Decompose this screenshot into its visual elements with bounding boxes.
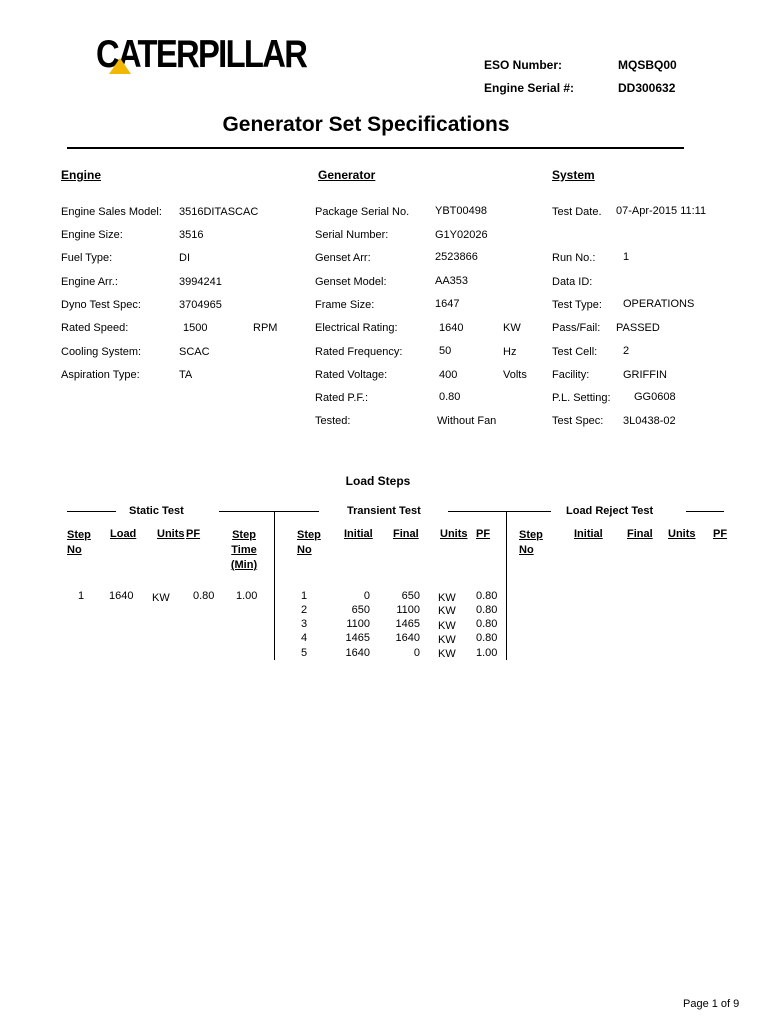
system-row-value: 1 bbox=[623, 251, 630, 263]
engine-row-label: Engine Arr.: bbox=[61, 276, 118, 288]
engine-row-value: 1500 bbox=[183, 322, 208, 334]
transient-step: 5 bbox=[301, 647, 308, 659]
generator-row-value: Without Fan bbox=[437, 415, 497, 427]
transient-pf: 0.80 bbox=[476, 632, 498, 644]
transient-initial: 1465 bbox=[345, 632, 370, 644]
engine-row-label: Rated Speed: bbox=[61, 322, 129, 334]
generator-heading: Generator bbox=[318, 168, 376, 182]
eso-number-value: MQSBQ00 bbox=[618, 58, 677, 72]
generator-row-value: 50 bbox=[439, 345, 452, 357]
system-row-value: OPERATIONS bbox=[623, 298, 695, 310]
static-pf: 0.80 bbox=[193, 590, 215, 602]
generator-row-value: YBT00498 bbox=[435, 205, 487, 217]
engine-row-label: Fuel Type: bbox=[61, 252, 113, 264]
transient-header-pf: PF bbox=[476, 528, 491, 540]
generator-row-label: Rated Frequency: bbox=[315, 346, 403, 358]
generator-row-value: 2523866 bbox=[435, 251, 478, 263]
transient-header-initial: Initial bbox=[344, 528, 373, 540]
generator-row-value: G1Y02026 bbox=[435, 229, 488, 241]
system-row-label: Test Cell: bbox=[552, 346, 598, 358]
system-row-value: 3L0438-02 bbox=[623, 415, 676, 427]
transient-final: 0 bbox=[413, 647, 420, 659]
transient-step: 1 bbox=[301, 590, 308, 602]
engine-row-value: 3516 bbox=[179, 229, 204, 241]
generator-row-value: 400 bbox=[439, 369, 458, 381]
static-header-units: Units bbox=[157, 528, 185, 540]
transient-units: KW bbox=[438, 648, 456, 660]
system-row-label: Pass/Fail: bbox=[552, 322, 601, 334]
engine-row-label: Engine Size: bbox=[61, 229, 123, 241]
system-row-label: Test Date. bbox=[552, 206, 602, 218]
transient-initial: 1100 bbox=[346, 618, 370, 630]
reject-header-initial: Initial bbox=[574, 528, 603, 540]
transient-final: 1640 bbox=[395, 632, 420, 644]
transient-units: KW bbox=[438, 634, 456, 646]
logo-triangle-icon bbox=[109, 58, 131, 74]
generator-row-label: Serial Number: bbox=[315, 229, 389, 241]
generator-row-label: Genset Model: bbox=[315, 276, 387, 288]
generator-row-label: Package Serial No. bbox=[315, 206, 410, 218]
reject-title-rule bbox=[686, 511, 724, 512]
static-step-time: 1.00 bbox=[236, 590, 258, 602]
system-row-label: P.L. Setting: bbox=[552, 392, 611, 404]
static-header-step-no: Step No bbox=[67, 529, 91, 556]
static-header-step-time: Step Time (Min) bbox=[230, 529, 258, 571]
transient-pf: 0.80 bbox=[476, 618, 498, 630]
engine-row-label: Engine Sales Model: bbox=[61, 206, 162, 218]
engine-row-value: DI bbox=[179, 252, 190, 264]
transient-units: KW bbox=[438, 605, 456, 617]
engine-row-label: Dyno Test Spec: bbox=[61, 299, 141, 311]
engine-row-label: Cooling System: bbox=[61, 346, 142, 358]
system-row-label: Test Type: bbox=[552, 299, 602, 311]
transient-test-title: Transient Test bbox=[347, 505, 421, 517]
engine-row-value: TA bbox=[179, 369, 193, 381]
static-title-rule bbox=[219, 511, 275, 512]
engine-serial-label: Engine Serial #: bbox=[484, 81, 575, 95]
transient-step: 3 bbox=[301, 618, 308, 630]
static-title-rule bbox=[67, 511, 116, 512]
engine-row-value: 3516DITASCAC bbox=[179, 206, 259, 218]
transient-header-final: Final bbox=[393, 528, 419, 540]
transient-title-rule bbox=[275, 511, 319, 512]
system-row-value: GG0608 bbox=[634, 391, 676, 403]
engine-row-unit: RPM bbox=[253, 322, 278, 334]
generator-row-unit: KW bbox=[503, 322, 521, 334]
system-row-label: Data ID: bbox=[552, 276, 593, 288]
reject-header-pf: PF bbox=[713, 528, 728, 540]
caterpillar-logo: CATERPILLAR bbox=[96, 33, 307, 76]
transient-header-units: Units bbox=[440, 528, 468, 540]
generator-row-label: Electrical Rating: bbox=[315, 322, 398, 334]
transient-final: 1465 bbox=[395, 618, 420, 630]
generator-row-label: Genset Arr: bbox=[315, 252, 371, 264]
system-row-label: Test Spec: bbox=[552, 415, 604, 427]
system-row-label: Run No.: bbox=[552, 252, 596, 264]
generator-row-value: 1647 bbox=[435, 298, 460, 310]
transient-pf: 0.80 bbox=[476, 604, 498, 616]
system-row-value: 2 bbox=[623, 345, 630, 357]
transient-header-step-no: Step No bbox=[297, 529, 321, 556]
static-header-load: Load bbox=[110, 528, 137, 540]
system-row-value: 07-Apr-2015 11:11 bbox=[616, 205, 707, 217]
transient-initial: 0 bbox=[363, 590, 370, 602]
generator-row-value: AA353 bbox=[435, 275, 469, 287]
transient-title-rule bbox=[448, 511, 506, 512]
engine-row-value: SCAC bbox=[179, 346, 210, 358]
engine-heading: Engine bbox=[61, 168, 102, 182]
transient-units: KW bbox=[438, 620, 456, 632]
reject-title-rule bbox=[506, 511, 551, 512]
transient-reject-divider bbox=[506, 511, 507, 660]
reject-header-final: Final bbox=[627, 528, 653, 540]
static-units: KW bbox=[152, 592, 170, 604]
engine-row-value: 3704965 bbox=[179, 299, 222, 311]
static-step: 1 bbox=[78, 590, 85, 602]
transient-initial: 1640 bbox=[345, 647, 370, 659]
eso-number-label: ESO Number: bbox=[484, 58, 563, 72]
load-steps-title: Load Steps bbox=[345, 474, 411, 488]
system-row-value: GRIFFIN bbox=[623, 369, 667, 381]
system-row-value: PASSED bbox=[616, 322, 660, 334]
generator-row-label: Tested: bbox=[315, 415, 351, 427]
generator-row-value: 1640 bbox=[439, 322, 464, 334]
generator-row-value: 0.80 bbox=[439, 391, 461, 403]
page-title: Generator Set Specifications bbox=[222, 113, 510, 136]
generator-row-unit: Hz bbox=[503, 346, 517, 358]
system-heading: System bbox=[552, 168, 595, 182]
reject-header-step-no: Step No bbox=[519, 529, 543, 556]
transient-step: 4 bbox=[301, 632, 308, 644]
generator-row-unit: Volts bbox=[503, 369, 527, 381]
title-rule bbox=[67, 147, 684, 149]
transient-pf: 1.00 bbox=[476, 647, 498, 659]
engine-serial-value: DD300632 bbox=[618, 81, 676, 95]
transient-final: 650 bbox=[401, 590, 420, 602]
generator-row-label: Rated Voltage: bbox=[315, 369, 388, 381]
engine-row-label: Aspiration Type: bbox=[61, 369, 140, 381]
transient-initial: 650 bbox=[351, 604, 370, 616]
transient-step: 2 bbox=[301, 604, 308, 616]
static-header-pf: PF bbox=[186, 528, 201, 540]
system-row-label: Facility: bbox=[552, 369, 590, 381]
reject-header-units: Units bbox=[668, 528, 696, 540]
static-transient-divider bbox=[274, 511, 275, 660]
static-test-title: Static Test bbox=[129, 505, 184, 517]
engine-row-value: 3994241 bbox=[179, 276, 222, 288]
load-reject-test-title: Load Reject Test bbox=[566, 505, 654, 517]
transient-pf: 0.80 bbox=[476, 590, 498, 602]
transient-final: 1100 bbox=[396, 604, 420, 616]
transient-units: KW bbox=[438, 592, 456, 604]
generator-row-label: Frame Size: bbox=[315, 299, 375, 311]
page-number: Page 1 of 9 bbox=[683, 998, 740, 1010]
static-load: 1640 bbox=[109, 590, 134, 602]
generator-row-label: Rated P.F.: bbox=[315, 392, 368, 404]
